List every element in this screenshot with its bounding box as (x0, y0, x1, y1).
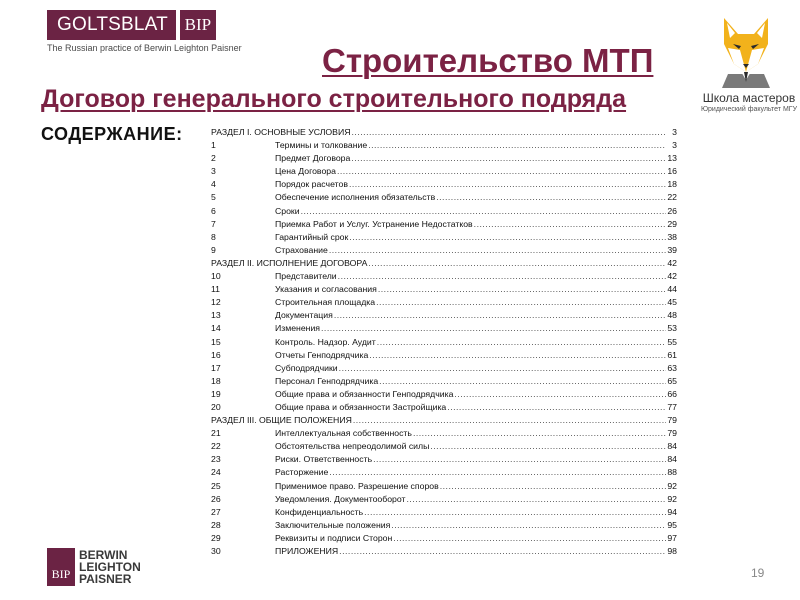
toc-page: 42 (667, 257, 677, 268)
toc-row (211, 296, 677, 309)
toc-leader (337, 165, 666, 178)
toc-title: Документация (275, 310, 333, 321)
toc-leader (339, 362, 666, 375)
toc-row (211, 362, 677, 375)
toc-leader (349, 178, 666, 191)
toc-title: Субподрядчики (275, 362, 338, 373)
goltsblat-logo-name: GOLTSBLAT (47, 10, 176, 40)
toc-page: 53 (667, 323, 677, 334)
slide-subtitle: Договор генерального строительного подряда (41, 85, 627, 113)
toc-number: 5 (211, 192, 216, 203)
toc-number: 25 (211, 480, 221, 491)
toc-row (211, 349, 677, 362)
berwin-logo (47, 548, 141, 586)
toc-leader (436, 191, 666, 204)
toc-leader (339, 545, 666, 558)
toc-page: 18 (667, 179, 677, 190)
toc-title: Порядок расчетов (275, 179, 348, 190)
toc-row (211, 205, 677, 218)
toc-title: Общие права и обязанности Генподрядчика (275, 388, 454, 399)
toc-number: 9 (211, 244, 216, 255)
toc-number: 27 (211, 506, 221, 517)
toc-row (211, 336, 677, 349)
toc-row (211, 375, 677, 388)
toc-row (211, 165, 677, 178)
toc-number: 7 (211, 218, 216, 229)
goltsblat-logo (47, 10, 233, 40)
toc-page: 3 (672, 127, 677, 137)
toc-title: Контроль. Надзор. Аудит (275, 336, 376, 347)
slide-title: Строительство МТП (322, 42, 654, 79)
toc-leader (329, 244, 666, 257)
toc-row (211, 244, 677, 257)
contents-label: СОДЕРЖАНИЕ: (41, 124, 183, 144)
toc-title: Отчеты Генподрядчика (275, 349, 369, 360)
toc-page: 42 (667, 271, 677, 282)
toc-number: 28 (211, 519, 221, 530)
toc-page: 84 (667, 454, 677, 465)
toc-number: 17 (211, 362, 221, 373)
goltsblat-logo-mark: BIP (178, 10, 216, 40)
toc-title: Конфиденциальность (275, 506, 364, 517)
school-subtitle: Юридический факультет МГУ (700, 106, 798, 113)
toc-number: 29 (211, 532, 221, 543)
toc-leader (353, 414, 666, 427)
toc-row (211, 178, 677, 191)
toc-title: Обстоятельства непреодолимой силы (275, 441, 430, 452)
toc-title: Заключительные положения (275, 519, 391, 530)
toc-number: 16 (211, 349, 221, 360)
toc-page: 26 (667, 205, 677, 216)
toc-leader (474, 218, 666, 231)
toc-number: 13 (211, 310, 221, 321)
toc-row (211, 453, 677, 466)
toc-row (211, 414, 677, 427)
toc-leader (373, 453, 666, 466)
toc-page: 63 (667, 362, 677, 373)
toc-number: 8 (211, 231, 216, 242)
toc-leader (368, 257, 666, 270)
toc-page: 13 (667, 153, 677, 164)
toc-page: 16 (667, 166, 677, 177)
toc-title: Приемка Работ и Услуг. Устранение Недостатков (275, 218, 473, 229)
toc-page: 79 (667, 428, 677, 439)
toc-page: 88 (667, 467, 677, 478)
toc-leader (301, 205, 666, 218)
fox-mascot-icon (718, 14, 774, 88)
toc-title: Гарантийный срок (275, 231, 349, 242)
toc-title: Представители (275, 271, 337, 282)
toc-page: 29 (667, 218, 677, 229)
toc-page: 95 (667, 519, 677, 530)
toc-title: Термины и толкование (275, 140, 368, 151)
toc-title: Персонал Генподрядчика (275, 375, 379, 386)
page-number: 19 (751, 566, 765, 580)
toc-leader (413, 427, 666, 440)
goltsblat-logo-subtitle: The Russian practice of Berwin Leighton Paisner (47, 43, 242, 53)
toc-row (211, 270, 677, 283)
toc-row (211, 532, 677, 545)
toc-leader (407, 493, 666, 506)
toc-number: 22 (211, 441, 221, 452)
toc-title: Риски. Ответственность (275, 454, 373, 465)
toc-leader (349, 231, 666, 244)
toc-row (211, 401, 677, 414)
toc-row (211, 493, 677, 506)
toc-leader (430, 440, 666, 453)
toc-number: 30 (211, 546, 221, 556)
toc-leader (454, 388, 666, 401)
school-name: Школа мастеров (702, 91, 796, 105)
toc-page: 92 (667, 493, 677, 504)
toc-title: Расторжение (275, 467, 329, 478)
toc-number: 23 (211, 454, 221, 465)
toc-leader (377, 336, 666, 349)
toc-row (211, 191, 677, 204)
toc-page: 98 (667, 546, 677, 556)
toc-row (211, 440, 677, 453)
toc-number: 11 (211, 284, 221, 295)
toc-number: 3 (211, 166, 216, 177)
toc-page: 45 (667, 297, 677, 308)
berwin-logo-line: LEIGHTON (79, 560, 141, 574)
toc-page: 97 (667, 532, 677, 543)
toc-number: 19 (211, 388, 221, 399)
toc-leader (379, 375, 666, 388)
toc-title: Уведомления. Документооборот (275, 493, 406, 504)
toc-leader (378, 283, 666, 296)
berwin-logo-line: PAISNER (79, 572, 132, 586)
toc-leader (391, 519, 666, 532)
toc-row (211, 139, 677, 152)
toc-page: 66 (667, 388, 677, 399)
toc-number: 14 (211, 323, 221, 334)
toc-title: РАЗДЕЛ I. ОСНОВНЫЕ УСЛОВИЯ (211, 127, 351, 137)
toc-leader (447, 401, 666, 414)
toc-number: 6 (211, 205, 216, 216)
toc-leader (329, 466, 666, 479)
toc-page: 94 (667, 506, 677, 517)
toc-page: 38 (667, 231, 677, 242)
toc-page: 92 (667, 480, 677, 491)
toc-row (211, 283, 677, 296)
berwin-logo-mark: BIP (47, 548, 75, 586)
toc-title: Изменения (275, 323, 321, 334)
toc-leader (334, 309, 666, 322)
toc-title: Общие права и обязанности Застройщика (275, 401, 447, 412)
toc-row (211, 231, 677, 244)
toc-leader (393, 532, 666, 545)
toc-title: ПРИЛОЖЕНИЯ (275, 546, 339, 556)
toc-row (211, 126, 677, 139)
toc-page: 65 (667, 375, 677, 386)
toc-page: 3 (672, 140, 677, 151)
toc-number: 10 (211, 271, 221, 282)
toc-row (211, 506, 677, 519)
toc-page: 44 (667, 284, 677, 295)
toc-leader (369, 349, 666, 362)
toc-row (211, 218, 677, 231)
toc-page: 77 (667, 401, 677, 412)
toc-row (211, 519, 677, 532)
toc-number: 26 (211, 493, 221, 504)
toc-number: 21 (211, 428, 221, 439)
toc-leader (364, 506, 666, 519)
table-of-contents (211, 126, 677, 558)
toc-leader (338, 270, 666, 283)
toc-title: Указания и согласования (275, 284, 377, 295)
toc-page: 39 (667, 244, 677, 255)
toc-number: 2 (211, 153, 216, 164)
toc-number: 20 (211, 401, 221, 412)
toc-leader (368, 139, 666, 152)
toc-title: Интеллектуальная собственность (275, 428, 412, 439)
toc-title: Строительная площадка (275, 297, 376, 308)
toc-page: 48 (667, 310, 677, 321)
toc-row (211, 545, 677, 558)
toc-page: 55 (667, 336, 677, 347)
toc-row (211, 309, 677, 322)
toc-number: 12 (211, 297, 221, 308)
toc-row (211, 152, 677, 165)
toc-leader (440, 480, 666, 493)
toc-row (211, 388, 677, 401)
toc-title: Обеспечение исполнения обязательств (275, 192, 436, 203)
toc-title: Сроки (275, 205, 300, 216)
toc-number: 1 (211, 140, 216, 151)
toc-page: 22 (667, 192, 677, 203)
toc-title: Страхование (275, 244, 328, 255)
toc-leader (352, 126, 667, 139)
berwin-logo-line: BERWIN (79, 548, 128, 562)
toc-page: 79 (667, 415, 677, 426)
toc-row (211, 257, 677, 270)
toc-number: 24 (211, 467, 221, 478)
toc-title: Цена Договора (275, 166, 336, 177)
toc-page: 84 (667, 441, 677, 452)
toc-title: РАЗДЕЛ II. ИСПОЛНЕНИЕ ДОГОВОРА (211, 257, 368, 268)
toc-title: Реквизиты и подписи Сторон (275, 532, 393, 543)
toc-number: 4 (211, 179, 216, 190)
toc-row (211, 322, 677, 335)
berwin-logo-text (79, 549, 141, 585)
toc-title: Применимое право. Разрешение споров (275, 480, 439, 491)
toc-title: РАЗДЕЛ III. ОБЩИЕ ПОЛОЖЕНИЯ (211, 415, 352, 426)
toc-row (211, 427, 677, 440)
toc-leader (351, 152, 666, 165)
toc-row (211, 466, 677, 479)
toc-row (211, 480, 677, 493)
toc-page: 61 (667, 349, 677, 360)
toc-number: 18 (211, 375, 221, 386)
toc-number: 15 (211, 336, 221, 347)
toc-leader (376, 296, 666, 309)
toc-title: Предмет Договора (275, 153, 351, 164)
toc-leader (321, 322, 666, 335)
